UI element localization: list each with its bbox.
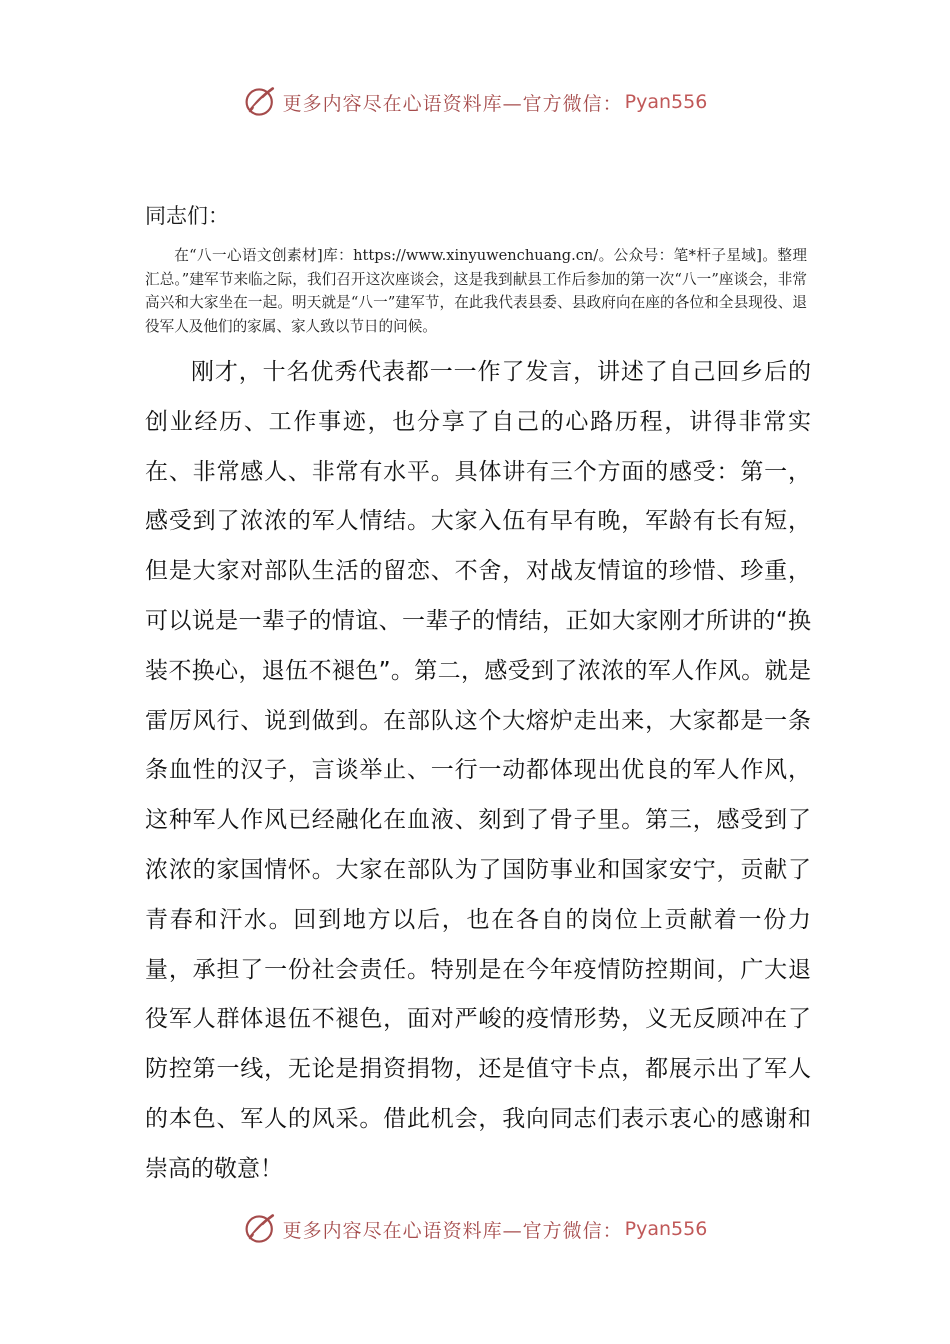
pen-logo-icon: [243, 84, 279, 120]
watermark-text: 更多内容尽在心语资料库—官方微信：: [282, 1219, 623, 1242]
watermark-wechat-id: Pyan556: [624, 1218, 708, 1240]
watermark-text: 更多内容尽在心语资料库—官方微信：: [282, 92, 623, 115]
pen-logo-icon: [243, 1211, 279, 1247]
watermark-wechat-id: Pyan556: [624, 91, 708, 113]
salutation: 同志们：: [145, 204, 229, 228]
intro-paragraph: 在“八一心语文创素材]库：https://www.xinyuwenchuang.cn/。公众号：笔*杆子星域]。整理汇总。”建军节来临之际，我们召开这次座谈会，这是我到献县工作后参加的第一次“八一”座谈会，非常高兴和大家坐在一起。明天就是“八一”建军节，在此我代表县委、县政府向在座的各位和全县现役、退役军人及他们的家属、家人致以节日的问候。: [145, 247, 807, 335]
footer-watermark: [0, 1209, 950, 1249]
header-watermark: [0, 82, 950, 122]
body-paragraph: 刚才，十名优秀代表都一一作了发言，讲述了自己回乡后的创业经历、工作事迹，也分享了自己的心路历程，讲得非常实在、非常感人、非常有水平。具体讲有三个方面的感受：第一，感受到了浓浓的军人情结。大家入伍有早有晚，军龄有长有短，但是大家对部队生活的留恋、不舍，对战友情谊的珍惜、珍重，可以说是一辈子的情谊、一辈子的情结，正如大家刚才所讲的“换装不换心，退伍不褪色”。第二，感受到了浓浓的军人作风。就是雷厉风行、说到做到。在部队这个大熔炉走出来，大家都是一条条血性的汉子，言谈举止、一行一动都体现出优良的军人作风，这种军人作风已经融化在血液、刻到了骨子里。第三，感受到了浓浓的家国情怀。大家在部队为了国防事业和国家安宁，贡献了青春和汗水。回到地方以后，也在各自的岗位上贡献着一份力量，承担了一份社会责任。特别是在今年疫情防控期间，广大退役军人群体退伍不褪色，面对严峻的疫情形势，义无反顾冲在了防控第一线，无论是捐资捐物，还是值守卡点，都展示出了军人的本色、军人的风采。借此机会，我向同志们表示衷心的感谢和崇高的敬意！: [145, 359, 811, 1182]
